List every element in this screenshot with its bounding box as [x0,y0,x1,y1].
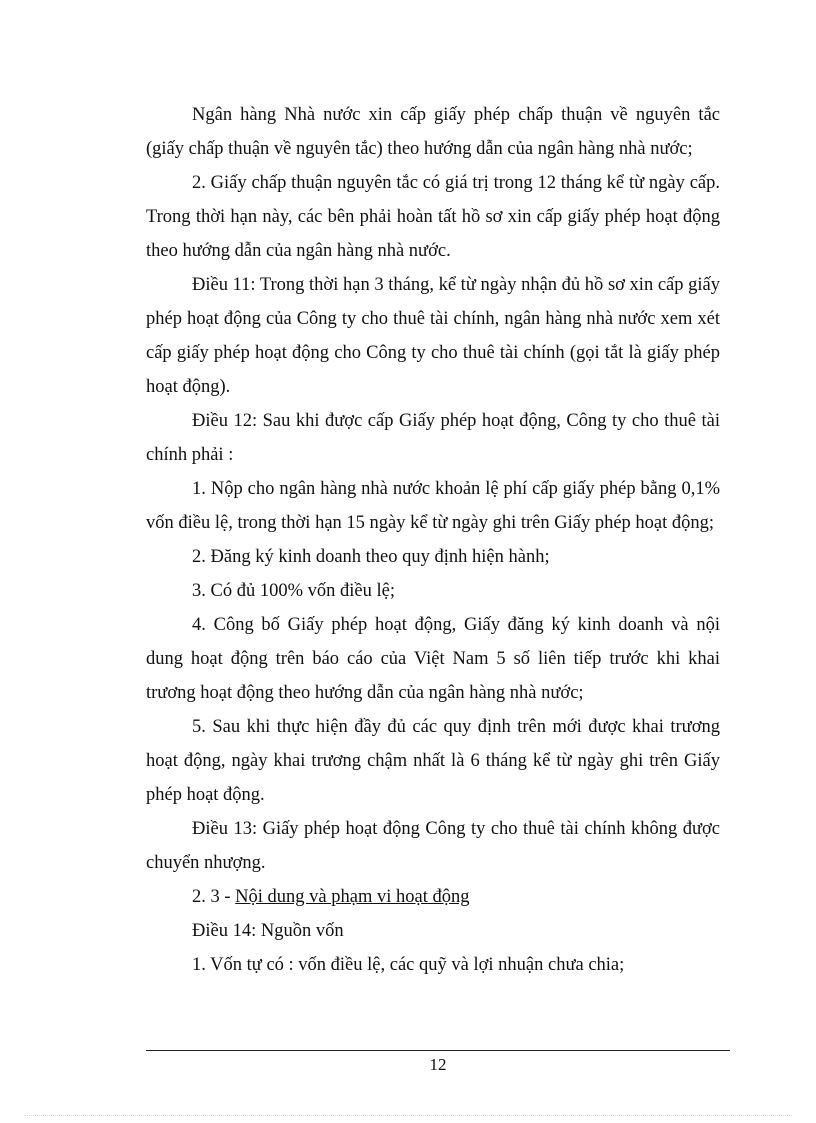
paragraph-article-14-item-1: 1. Vốn tự có : vốn điều lệ, các quỹ và lợi nhuận chưa chia; [192,955,625,975]
paragraph-article-12-item-5: 5. Sau khi thực hiện đầy đủ các quy định trên mới được khai trương hoạt động, ngày khai trương chậm nhất là 6 tháng kể từ ngày ghi trên Giấy phép hoạt động. [146,717,720,805]
paragraph-article-11: Điều 11: Trong thời hạn 3 tháng, kể từ ngày nhận đủ hồ sơ xin cấp giấy phép hoạt động của Công ty cho thuê tài chính, ngân hàng nhà nước xem xét cấp giấy phép hoạt động cho Công ty cho thuê tài chính (gọi tắt là giấy phép hoạt động). [146,275,720,397]
paragraph-article-12-item-2: 2. Đăng ký kinh doanh theo quy định hiện hành; [192,547,550,567]
section-heading [146,880,720,914]
paragraph-approval-request: Ngân hàng Nhà nước xin cấp giấy phép chấp thuận về nguyên tắc (giấy chấp thuận về nguyên tắc) theo hướng dẫn của ngân hàng nhà nước; [146,105,720,159]
paragraph-article-12: Điều 12: Sau khi được cấp Giấy phép hoạt động, Công ty cho thuê tài chính phải : [146,411,720,465]
paragraph-article-14: Điều 14: Nguồn vốn [192,921,344,941]
page-number: 12 [429,1055,447,1074]
page-edge-divider [24,1115,792,1116]
paragraph-article-12-item-4: 4. Công bố Giấy phép hoạt động, Giấy đăng ký kinh doanh và nội dung hoạt động trên báo cáo của Việt Nam 5 số liên tiếp trước khi khai trương hoạt động theo hướng dẫn của ngân hàng nhà nước; [146,615,720,703]
footer-divider [146,1050,730,1051]
paragraph-approval-validity: 2. Giấy chấp thuận nguyên tắc có giá trị trong 12 tháng kể từ ngày cấp. Trong thời hạn này, các bên phải hoàn tất hồ sơ xin cấp giấy phép hoạt động theo hướng dẫn của ngân hàng nhà nước. [146,173,720,261]
paragraph-article-13: Điều 13: Giấy phép hoạt động Công ty cho thuê tài chính không được chuyển nhượng. [146,819,720,873]
section-number: 2. 3 - [192,887,236,907]
page-body [146,98,720,982]
paragraph-article-12-item-3: 3. Có đủ 100% vốn điều lệ; [192,581,395,601]
section-title: Nội dung và phạm vi hoạt động [235,887,470,907]
paragraph-article-12-item-1: 1. Nộp cho ngân hàng nhà nước khoản lệ phí cấp giấy phép bằng 0,1% vốn điều lệ, trong thời hạn 15 ngày kể từ ngày ghi trên Giấy phép hoạt động; [146,479,720,533]
